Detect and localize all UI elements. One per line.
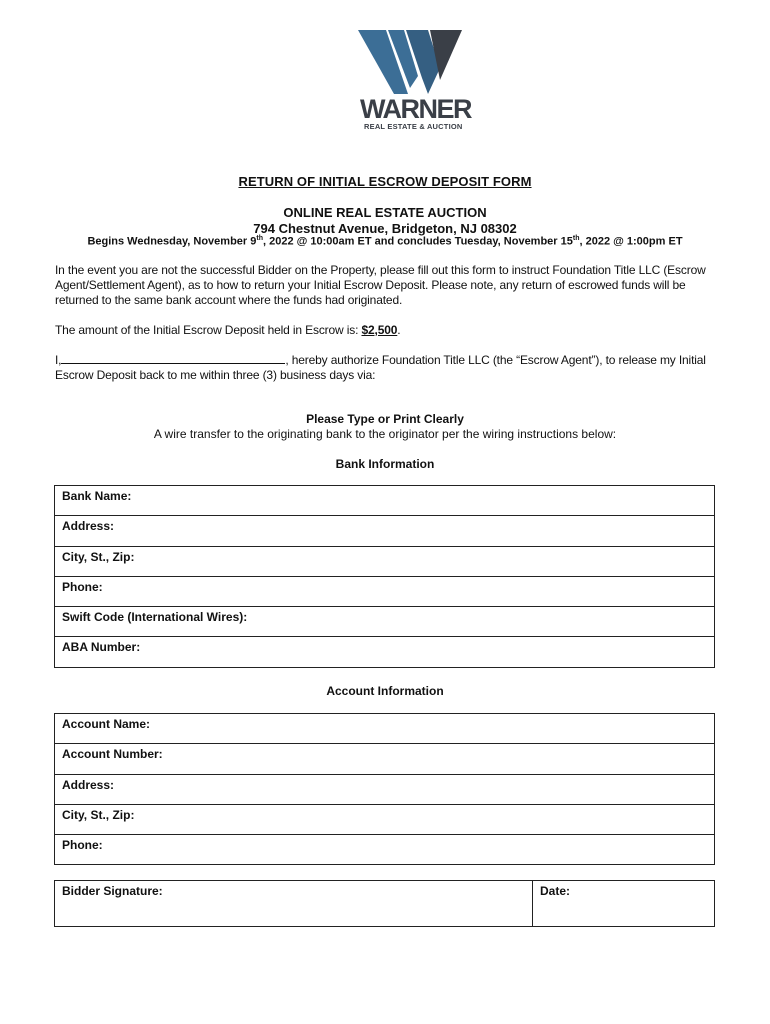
aba-number-field[interactable]: ABA Number: <box>62 640 141 655</box>
wire-instruction: A wire transfer to the originating bank to the originator per the wiring instructions below: <box>153 427 617 441</box>
form-title: RETURN OF INITIAL ESCROW DEPOSIT FORM <box>238 174 532 189</box>
account-info-heading: Account Information <box>326 684 444 698</box>
bank-city-field[interactable]: City, St., Zip: <box>55 547 714 577</box>
swift-code-field[interactable]: Swift Code (International Wires): <box>55 607 714 637</box>
bank-name-field[interactable]: Bank Name: <box>55 486 714 516</box>
bidder-name-blank[interactable] <box>61 352 285 364</box>
warner-w-mark-icon <box>356 28 466 98</box>
bank-phone-field[interactable]: Phone: <box>55 577 714 607</box>
bank-address-field[interactable]: Address: <box>55 516 714 546</box>
bank-info-heading: Bank Information <box>335 457 435 471</box>
event-name: ONLINE REAL ESTATE AUCTION <box>283 205 487 220</box>
account-phone-field[interactable]: Phone: <box>62 838 103 853</box>
intro-paragraph: In the event you are not the successful Bidder on the Property, please fill out this form to instruct Foundation Title LLC (Escrow Agent/Settlement Agent), as to how to return your Initial Escrow Deposit. Please note, any return of escrowed funds will be returned to the same bank account where the funds had originated. <box>55 263 706 307</box>
date-field[interactable]: Date: <box>540 884 571 898</box>
print-instruction: Please Type or Print Clearly <box>306 412 464 426</box>
bank-info-table <box>54 485 715 668</box>
account-city-field[interactable]: City, St., Zip: <box>55 805 714 835</box>
account-address-field[interactable]: Address: <box>55 775 714 805</box>
signature-table <box>54 880 715 927</box>
account-name-field[interactable]: Account Name: <box>55 714 714 744</box>
auction-dates: Begins Wednesday, November 9th, 2022 @ 10:00am ET and concludes Tuesday, November 15th, 2022 @ 1:00pm ET <box>87 235 683 248</box>
deposit-amount: $2,500 <box>361 323 398 337</box>
account-info-table <box>54 713 715 865</box>
logo-wordmark: WARNER <box>360 94 471 124</box>
logo-tagline: REAL ESTATE & AUCTION <box>364 122 463 131</box>
bidder-signature-field[interactable]: Bidder Signature: <box>55 881 533 926</box>
authorization-paragraph: I, , hereby authorize Foundation Title LLC (the “Escrow Agent”), to release my Initial Escrow Deposit back to me within three (3) business days via: <box>55 353 706 382</box>
deposit-amount-line: The amount of the Initial Escrow Deposit held in Escrow is: $2,500. <box>55 323 401 337</box>
account-number-field[interactable]: Account Number: <box>55 744 714 774</box>
property-address: 794 Chestnut Avenue, Bridgeton, NJ 08302 <box>253 221 517 236</box>
warner-logo <box>356 28 471 134</box>
